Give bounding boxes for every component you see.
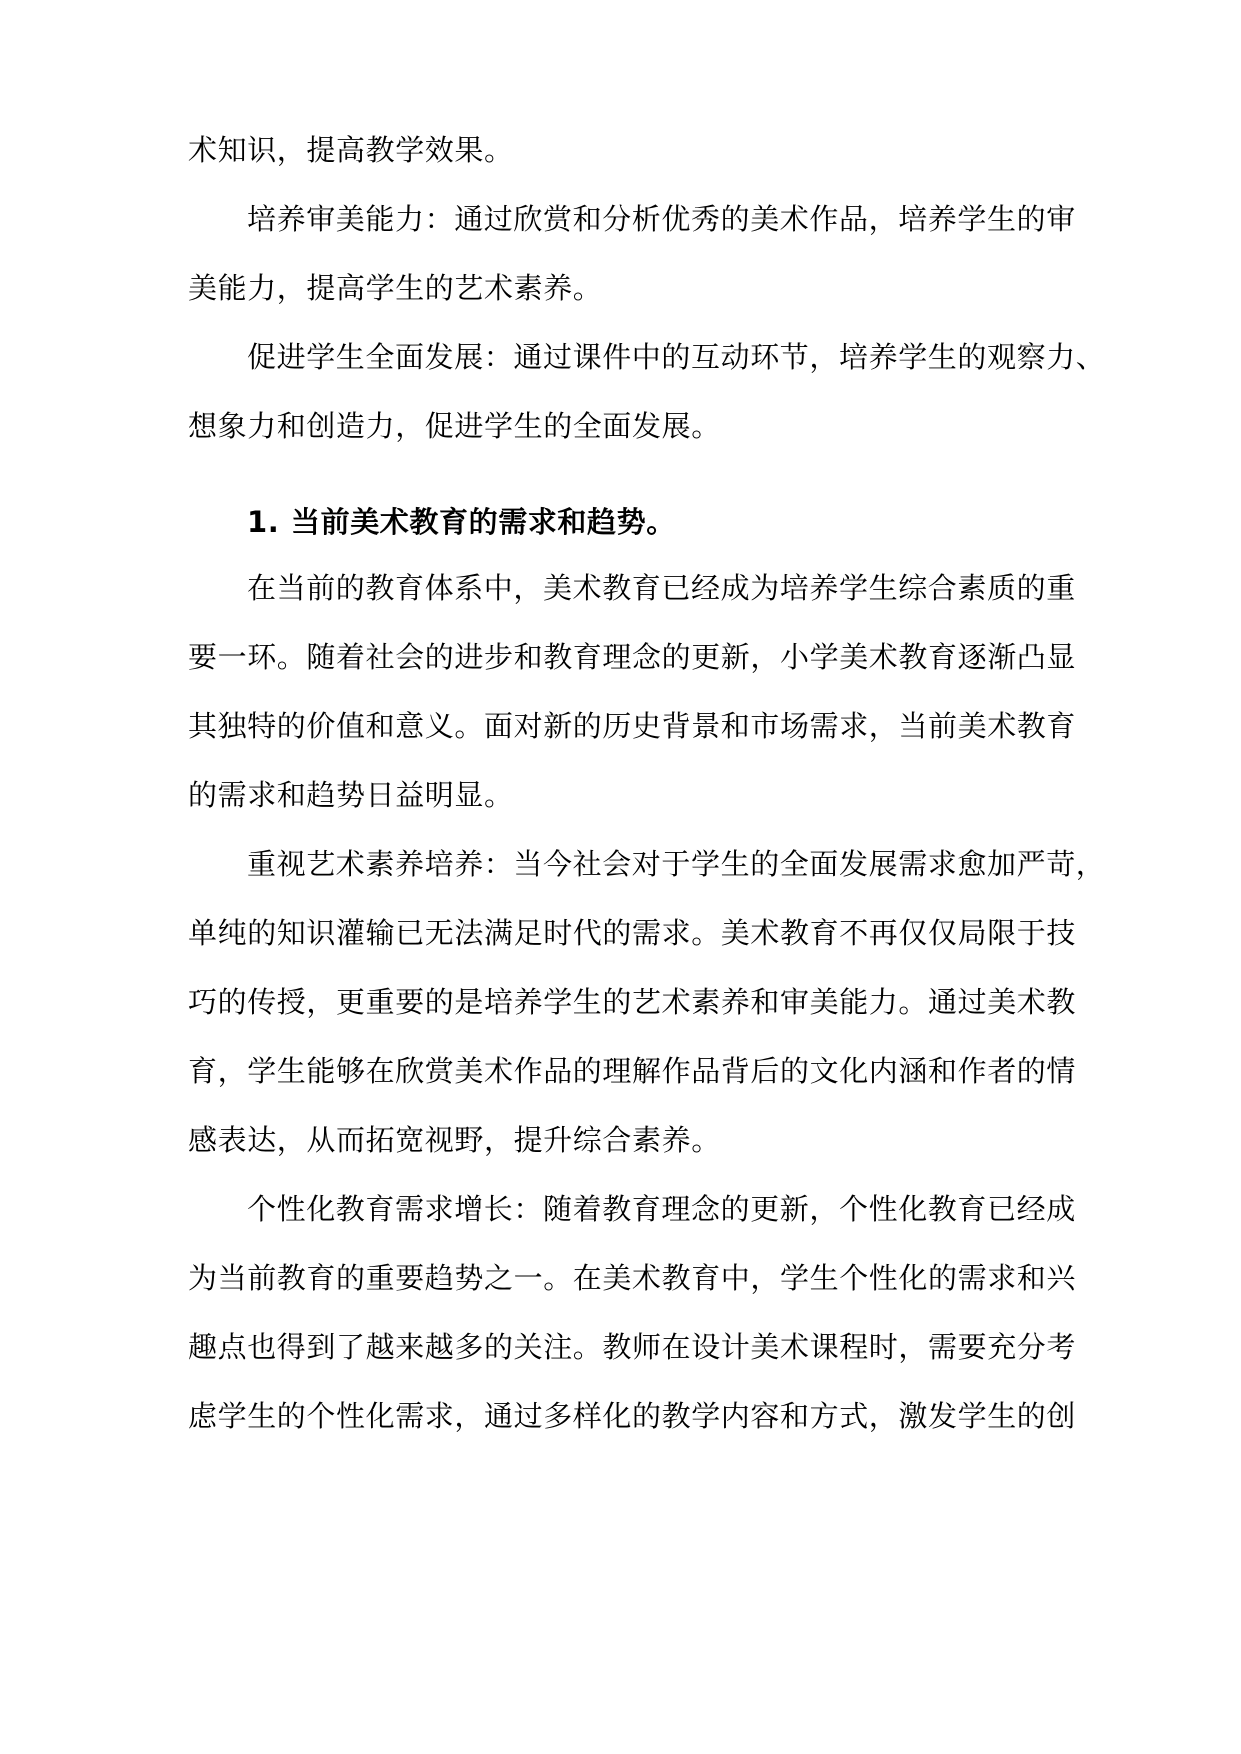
- paragraph-personalized-line-4: 虑学生的个性化需求，通过多样化的教学内容和方式，激发学生的创: [188, 1399, 1077, 1433]
- paragraph-development-line-1: 促进学生全面发展：通过课件中的互动环节，培养学生的观察力、: [247, 340, 1106, 374]
- paragraph-aesthetic-line-1: 培养审美能力：通过欣赏和分析优秀的美术作品，培养学生的审: [247, 202, 1076, 236]
- paragraph-continuation-line: 术知识，提高教学效果。: [188, 133, 514, 167]
- paragraph-intro-line-1: 在当前的教育体系中，美术教育已经成为培养学生综合素质的重: [247, 571, 1076, 605]
- paragraph-personalized-line-1: 个性化教育需求增长：随着教育理念的更新，个性化教育已经成: [247, 1192, 1076, 1226]
- paragraph-art-literacy-line-4: 育，学生能够在欣赏美术作品的理解作品背后的文化内涵和作者的情: [188, 1054, 1077, 1088]
- paragraph-intro-line-2: 要一环。随着社会的进步和教育理念的更新，小学美术教育逐渐凸显: [188, 640, 1077, 674]
- paragraph-art-literacy-line-1: 重视艺术素养培养：当今社会对于学生的全面发展需求愈加严苛，: [247, 847, 1106, 881]
- paragraph-art-literacy-line-2: 单纯的知识灌输已无法满足时代的需求。美术教育不再仅仅局限于技: [188, 916, 1077, 950]
- section-heading: [247, 502, 1117, 542]
- paragraph-art-literacy-line-5: 感表达，从而拓宽视野，提升综合素养。: [188, 1123, 721, 1157]
- paragraph-art-literacy-line-3: 巧的传授，更重要的是培养学生的艺术素养和审美能力。通过美术教: [188, 985, 1077, 1019]
- section-heading-number: 1.: [247, 505, 280, 539]
- paragraph-aesthetic-line-2: 美能力，提高学生的艺术素养。: [188, 271, 603, 305]
- paragraph-personalized-line-2: 为当前教育的重要趋势之一。在美术教育中，学生个性化的需求和兴: [188, 1261, 1077, 1295]
- paragraph-development-line-2: 想象力和创造力，促进学生的全面发展。: [188, 409, 721, 443]
- section-heading-text: 当前美术教育的需求和趋势。: [291, 505, 676, 539]
- paragraph-intro-line-3: 其独特的价值和意义。面对新的历史背景和市场需求，当前美术教育: [188, 709, 1077, 743]
- paragraph-personalized-line-3: 趣点也得到了越来越多的关注。教师在设计美术课程时，需要充分考: [188, 1330, 1077, 1364]
- paragraph-intro-line-4: 的需求和趋势日益明显。: [188, 778, 514, 812]
